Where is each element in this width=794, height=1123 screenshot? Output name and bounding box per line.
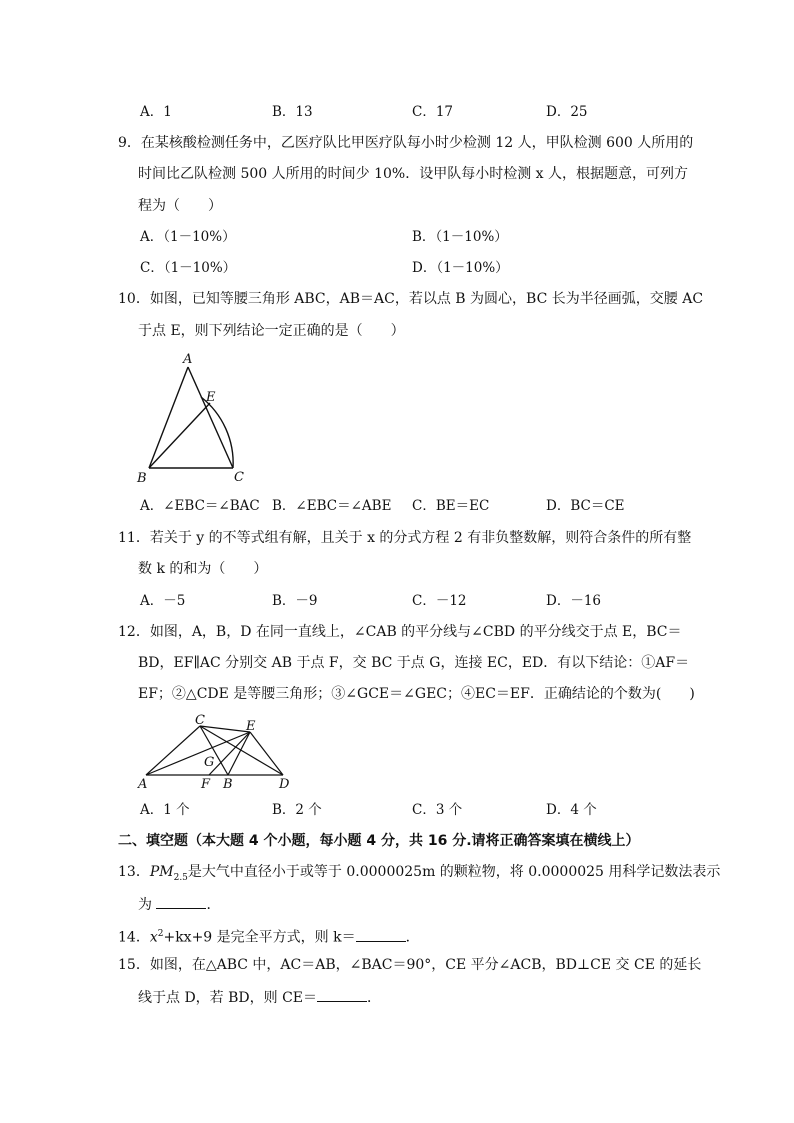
q12-line-1: 12．如图，A，B，D 在同一直线上，∠CAB 的平分线与∠CBD 的平分线交于点 E，BC＝ [118,624,682,640]
q9-option-d: D．（1－10%） [412,260,509,276]
q10-option-a: A．∠EBC＝∠BAC [140,498,260,514]
q12-label-g: G [204,755,215,770]
q12-label-e: E [246,719,256,734]
q10-label-c: C [234,470,244,485]
q9-option-c: C．（1－10%） [140,260,237,276]
q10-figure [130,345,260,490]
q9-line-1: 9．在某核酸检测任务中，乙医疗队比甲医疗队每小时少检测 12 人，甲队检测 600 人所用的 [118,135,694,151]
segment-ac [146,726,200,775]
q10-line-2: 于点 E，则下列结论一定正确的是（ ） [138,323,405,339]
q13-text: 是大气中直径小于或等于 0.0000025m 的颗粒物，将 0.0000025 用科学记数法表示 [187,864,721,880]
q8-option-b: B．13 [272,104,313,120]
q12-line-3: EF；②△CDE 是等腰三角形；③∠GCE＝∠GEC；④EC＝EF．正确结论的个数为( ) [138,686,695,702]
q11-option-b: B．－9 [272,593,318,609]
q11-option-c: C．－12 [412,593,467,609]
q13-line-1 [118,863,720,887]
q12-option-d: D．4 个 [546,802,597,818]
q11-line-2: 数 k 的和为（ ） [138,561,268,577]
q10-option-d: D．BC＝CE [546,498,625,514]
q13-prefix: 为 [138,897,152,913]
segment-ae [146,732,250,775]
q12-label-c: C [195,713,205,728]
q12-option-c: C．3 个 [412,802,463,818]
q14-line [118,925,420,947]
q10-label-a: A [183,352,193,367]
q14-answer-blank[interactable] [356,927,406,942]
q14-text: +kx+9 是完全平方式，则 k＝ [163,929,356,946]
q13-pm-sub: 2.5 [173,872,188,883]
segment-be [149,403,210,468]
q11-line-1: 11．若关于 y 的不等式组有解，且关于 x 的分式方程 2 有非负整数解，则符合条件的所有整 [118,530,692,546]
q12-label-a: A [138,777,148,792]
q15-line-1: 15．如图，在△ABC 中，AC＝AB，∠BAC＝90°，CE 平分∠ACB，BD⊥CE 交 CE 的延长 [118,957,702,973]
q13-pm: PM [149,864,174,880]
segment-ac [188,367,233,468]
q11-option-a: A．－5 [140,593,186,609]
q13-suffix: ． [206,897,221,913]
q14-number: 14． [118,929,150,946]
q9-option-a: A．（1－10%） [140,229,236,245]
q12-label-f: F [201,777,211,792]
q12-label-b: B [223,777,233,792]
q12-line-2: BD，EF∥AC 分别交 AB 于点 F，交 BC 于点 G，连接 EC，ED．有以下结论：①AF＝ [138,655,690,671]
q11-option-d: D．－16 [546,593,602,609]
segment-ed [250,732,283,775]
q10-option-c: C．BE＝EC [412,498,490,514]
q10-label-b: B [137,471,147,486]
section-2-title: 二、填空题（本大题 4 个小题，每小题 4 分，共 16 分.请将正确答案填在横线上） [118,833,640,849]
q9-option-b: B．（1－10%） [412,229,508,245]
segment-ab [149,367,188,468]
q14-suffix: ． [405,929,420,946]
q15-answer-blank[interactable] [317,987,367,1002]
q13-line-2 [138,894,220,914]
q10-option-b: B．∠EBC＝∠ABE [272,498,392,514]
q8-option-a: A．1 [140,104,172,120]
q12-option-a: A．1 个 [140,802,190,818]
q12-label-d: D [279,777,290,792]
q14-x: x [149,929,158,946]
q8-option-c: C．17 [412,104,454,120]
q9-line-2: 时间比乙队检测 500 人所用的时间少 10%．设甲队每小时检测 x 人，根据题意，可列方 [138,166,688,182]
q15-line-2 [138,987,381,1007]
q15-suffix: ． [367,990,382,1006]
q8-option-d: D．25 [546,104,588,120]
q12-option-b: B．2 个 [272,802,322,818]
q9-line-3: 程为（ ） [138,198,222,214]
q10-line-1: 10．如图，已知等腰三角形 ABC，AB＝AC，若以点 B 为圆心，BC 长为半径画弧，交腰 AC [118,291,704,307]
q10-label-e: E [206,390,216,405]
q14-exponent: 2 [157,929,164,939]
q13-answer-blank[interactable] [156,894,206,909]
q13-number: 13． [118,864,150,880]
q15-text: 线于点 D，若 BD，则 CE＝ [138,990,318,1006]
q12-figure [132,710,302,795]
